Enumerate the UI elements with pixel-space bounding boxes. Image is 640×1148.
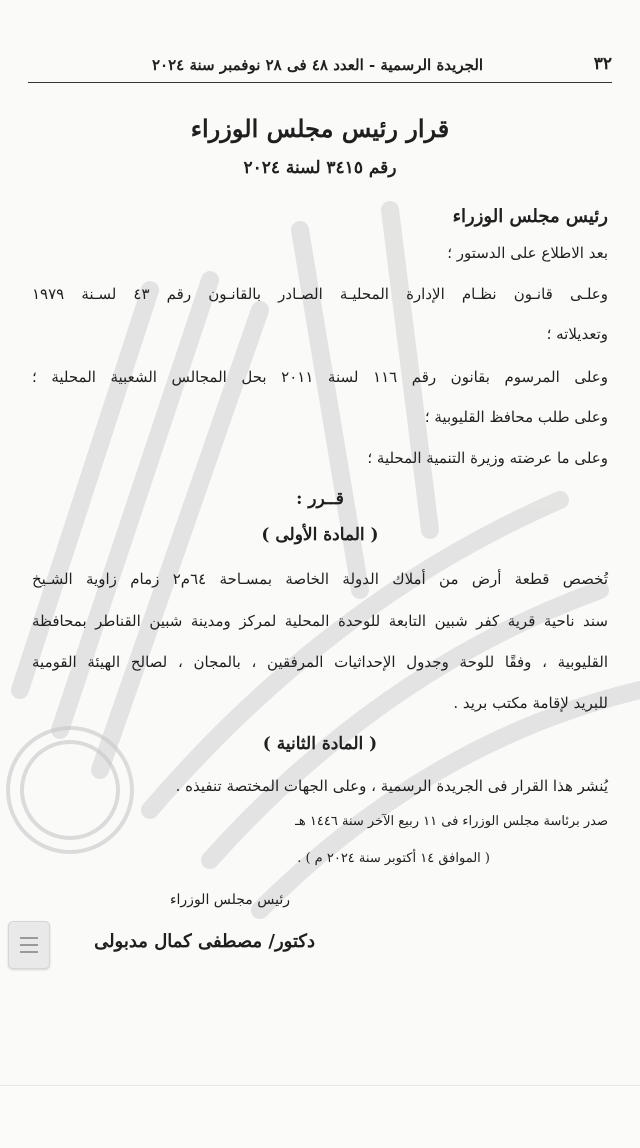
article-1-line: سند ناحية قرية كفر شبين التابعة للوحدة المحلية لمركز ومدينة شبين القناطر بمحافظة <box>32 612 608 630</box>
preamble-line: وعلى طلب محافظ القليوبية ؛ <box>424 408 608 426</box>
article-2-title: ( المادة الثانية ) <box>262 734 378 754</box>
preamble-line: وعلى ما عرضته وزيرة التنمية المحلية ؛ <box>367 449 608 467</box>
article-1-line: تُخصص قطعة أرض من أملاك الدولة الخاصة بمسـاحة ٦٤م٢ زمام زاوية الشـيخ <box>32 570 608 588</box>
preamble-line: وعلـى قانـون نظـام الإدارة المحليـة الصـادر بالقانـون رقم ٤٣ لسـنة ١٩٧٩ <box>32 285 608 303</box>
issuer-heading: رئيس مجلس الوزراء <box>452 206 608 227</box>
signature-role: رئيس مجلس الوزراء <box>169 892 290 908</box>
signature-name: دكتور/ مصطفى كمال مدبولى <box>94 931 315 952</box>
page-bottom-divider <box>0 1085 640 1086</box>
article-1-title: ( المادة الأولى ) <box>261 525 379 545</box>
decided-heading: قــرر : <box>296 489 344 509</box>
article-1-line: القليوبية ، وفقًا للوحة وجدول الإحداثيات المرفقين ، بالمجان ، لصالح الهيئة القومية <box>32 653 608 671</box>
preamble-line: بعد الاطلاع على الدستور ؛ <box>447 244 608 262</box>
issued-date-line: ( الموافق ١٤ أكتوبر سنة ٢٠٢٤ م ) . <box>297 851 490 866</box>
article-1-line: للبريد لإقامة مكتب بريد . <box>453 694 608 712</box>
hamburger-menu-icon[interactable] <box>8 921 50 969</box>
decree-title: قرار رئيس مجلس الوزراء <box>190 114 450 143</box>
page-number: ٣٢ <box>593 54 612 74</box>
running-title: الجريدة الرسمية - العدد ٤٨ فى ٢٨ نوفمبر سنة ٢٠٢٤ <box>152 56 484 74</box>
issued-line: صدر برئاسة مجلس الوزراء فى ١١ ربيع الآخر سنة ١٤٤٦ هـ <box>295 814 608 829</box>
preamble-line: وعلى المرسوم بقانون رقم ١١٦ لسنة ٢٠١١ بحل المجالس الشعبية المحلية ؛ <box>32 368 608 386</box>
decree-number: رقم ٣٤١٥ لسنة ٢٠٢٤ <box>243 158 397 178</box>
page-header <box>28 52 612 82</box>
preamble-line: وتعديلاته ؛ <box>546 325 608 343</box>
header-rule <box>28 82 612 83</box>
article-2-text: يُنشر هذا القرار فى الجريدة الرسمية ، وعلى الجهات المختصة تنفيذه . <box>175 777 608 795</box>
